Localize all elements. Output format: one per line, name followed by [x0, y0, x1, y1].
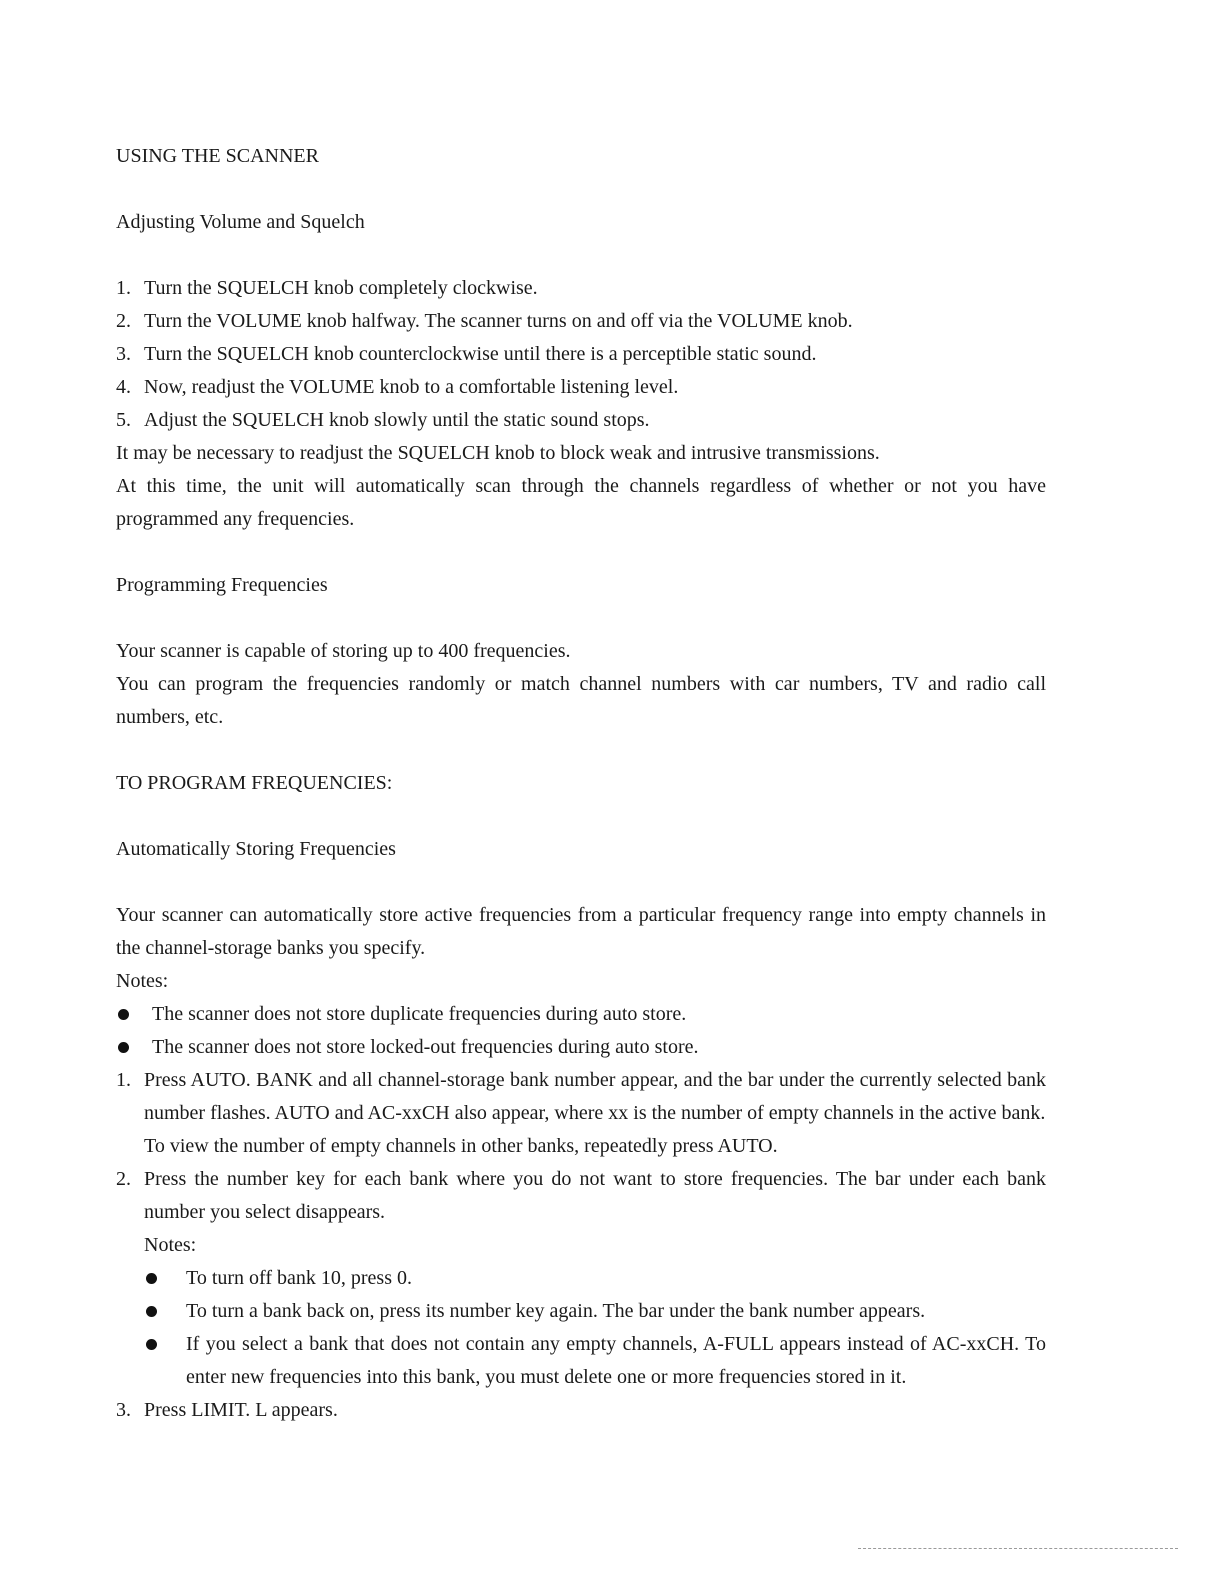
bullet-icon	[146, 1306, 157, 1317]
section-heading-volume-squelch: Adjusting Volume and Squelch	[116, 211, 365, 233]
bullet-icon	[118, 1009, 129, 1020]
list-item: 1. Turn the SQUELCH knob completely clockwise.	[116, 277, 538, 299]
paragraph: Your scanner is capable of storing up to 400 frequencies.	[116, 640, 571, 662]
page-title: USING THE SCANNER	[116, 145, 319, 167]
list-item: 2. Press the number key for each bank where you do not want to store frequencies. The bar under each bank number you select disappears.	[116, 1168, 1046, 1223]
document-page	[116, 140, 1046, 1427]
section-heading-to-program: TO PROGRAM FREQUENCIES:	[116, 772, 393, 794]
notes-label: Notes:	[144, 1234, 197, 1256]
list-item: 3. Press LIMIT. L appears.	[116, 1399, 338, 1421]
paragraph: You can program the frequencies randomly or match channel numbers with car numbers, TV and radio call numbers, etc.	[116, 673, 1046, 728]
section-heading-programming: Programming Frequencies	[116, 574, 328, 596]
bullet-icon	[146, 1273, 157, 1284]
note-item: The scanner does not store duplicate frequencies during auto store.	[116, 998, 1046, 1031]
scan-artifact-divider	[858, 1548, 1178, 1549]
list-item: 3. Turn the SQUELCH knob counterclockwise until there is a perceptible static sound.	[116, 343, 817, 365]
list-item: 5. Adjust the SQUELCH knob slowly until the static sound stops.	[116, 409, 650, 431]
list-item: 4. Now, readjust the VOLUME knob to a comfortable listening level.	[116, 376, 679, 398]
bullet-icon	[146, 1339, 157, 1350]
bullet-icon	[118, 1042, 129, 1053]
note-item: The scanner does not store locked-out frequencies during auto store.	[116, 1031, 1046, 1064]
note-item: To turn a bank back on, press its number key again. The bar under the bank number appears.	[116, 1295, 1046, 1328]
paragraph: It may be necessary to readjust the SQUELCH knob to block weak and intrusive transmissions.	[116, 442, 880, 464]
note-item: If you select a bank that does not contain any empty channels, A-FULL appears instead of AC-xxCH. To enter new frequencies into this bank, you must delete one or more frequencies stored in it.	[116, 1328, 1046, 1394]
paragraph: Your scanner can automatically store active frequencies from a particular frequency range into empty channels in the channel-storage banks you specify.	[116, 904, 1046, 959]
note-item: To turn off bank 10, press 0.	[116, 1262, 1046, 1295]
section-heading-auto-store: Automatically Storing Frequencies	[116, 838, 396, 860]
list-item: 2. Turn the VOLUME knob halfway. The scanner turns on and off via the VOLUME knob.	[116, 310, 853, 332]
paragraph: At this time, the unit will automatically scan through the channels regardless of whether or not you have programmed any frequencies.	[116, 475, 1046, 530]
paragraph: To view the number of empty channels in other banks, repeatedly press AUTO.	[144, 1135, 778, 1157]
list-item: 1. Press AUTO. BANK and all channel-storage bank number appear, and the bar under the currently selected bank number flashes. AUTO and AC-xxCH also appear, where xx is the number of empty channels in the active bank.	[116, 1069, 1046, 1124]
notes-label: Notes:	[116, 970, 169, 992]
